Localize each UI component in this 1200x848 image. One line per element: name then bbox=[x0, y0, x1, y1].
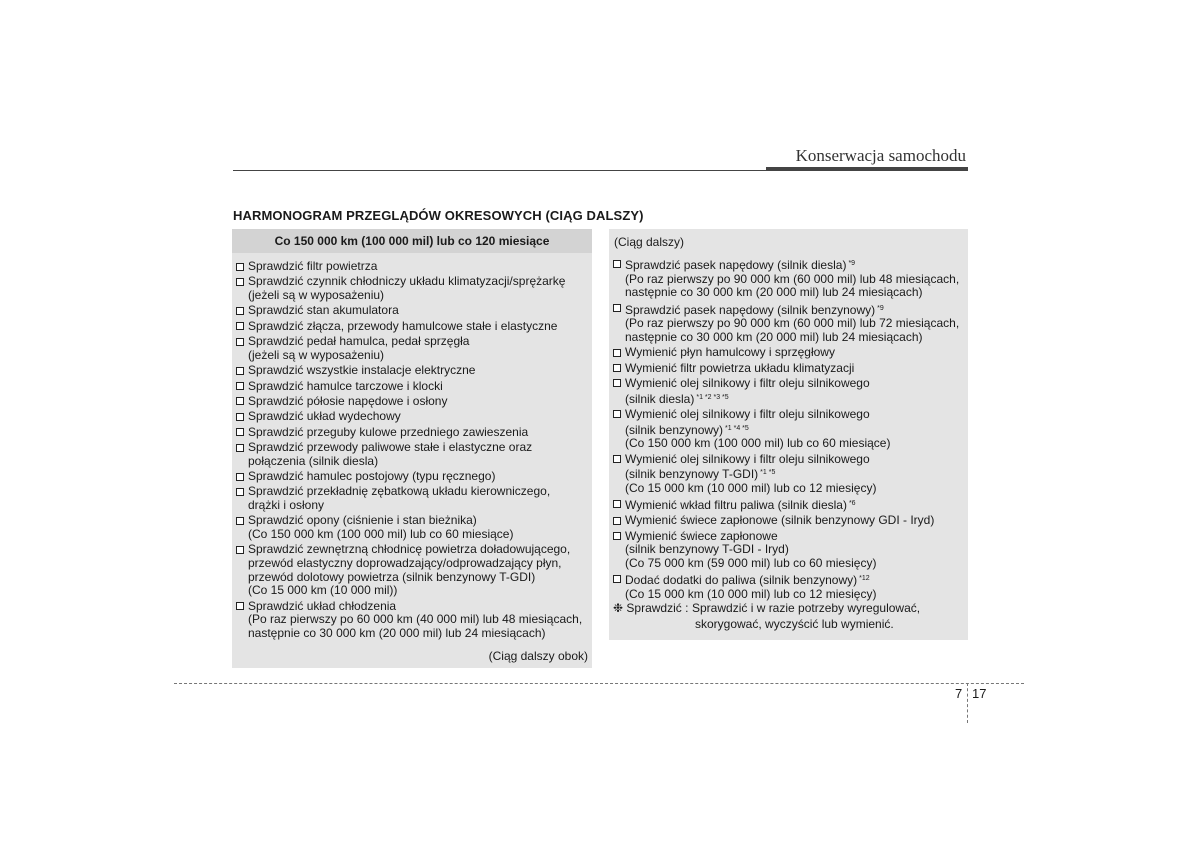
checklist-item-detail bbox=[625, 422, 964, 438]
checklist-item-detail bbox=[625, 286, 964, 300]
detail-text: (Po raz pierwszy po 90 000 km (60 000 mil) lub 72 miesiącach, bbox=[625, 316, 960, 331]
checklist-item bbox=[613, 377, 964, 406]
footnote-marker: *1 *4 *5 bbox=[725, 424, 749, 432]
detail-text: (Co 150 000 km (100 000 mil) lub co 60 miesiące) bbox=[625, 436, 891, 451]
checklist-item-label: Wymienić olej silnikowy i filtr oleju silnikowego bbox=[625, 375, 870, 390]
interval-heading: Co 150 000 km (100 000 mil) lub co 120 miesiące bbox=[232, 229, 592, 253]
checklist-item-label: Sprawdzić pasek napędowy (silnik diesla) bbox=[625, 258, 847, 272]
checklist-item-label: Sprawdzić układ chłodzenia bbox=[248, 598, 397, 613]
section-heading: HARMONOGRAM PRZEGLĄDÓW OKRESOWYCH (CIĄG DALSZY) bbox=[233, 208, 644, 223]
checklist-item bbox=[236, 395, 588, 409]
checklist-item bbox=[236, 514, 588, 541]
checklist-item-label: Wymienić płyn hamulcowy i sprzęgłowy bbox=[625, 345, 835, 360]
checkbox-icon bbox=[613, 304, 621, 312]
schedule-right-column bbox=[609, 229, 968, 640]
detail-text: następnie co 30 000 km (20 000 mil) lub 24 miesiącach) bbox=[248, 625, 546, 640]
schedule-left-column bbox=[232, 229, 592, 668]
checklist-item bbox=[613, 514, 964, 528]
checkbox-icon bbox=[236, 397, 244, 405]
checklist-item-detail bbox=[625, 391, 964, 407]
checklist-item-label: Wymienić świece zapłonowe (silnik benzynowy GDI - Iryd) bbox=[625, 513, 935, 528]
checklist-item-detail bbox=[625, 557, 964, 571]
checklist-item bbox=[613, 302, 964, 345]
checkbox-icon bbox=[236, 488, 244, 496]
checklist-item-label: Wymienić świece zapłonowe bbox=[625, 528, 778, 543]
footnote-marker: *1 *2 *3 *5 bbox=[696, 393, 729, 401]
footnote-marker: *1 *5 bbox=[760, 469, 776, 477]
checklist-item-label: Sprawdzić filtr powietrza bbox=[248, 259, 378, 273]
detail-text: następnie co 30 000 km (20 000 mil) lub 24 miesiącach) bbox=[625, 285, 923, 300]
checklist-item bbox=[236, 485, 588, 512]
checklist-item bbox=[236, 364, 588, 378]
legend-note bbox=[613, 600, 966, 632]
checkbox-icon bbox=[613, 517, 621, 525]
checkbox-icon bbox=[613, 364, 621, 372]
checklist-item-detail bbox=[248, 349, 588, 363]
checkbox-icon bbox=[236, 444, 244, 452]
legend-text-line2: skorygować, wyczyścić lub wymienić. bbox=[695, 617, 894, 631]
detail-text: połączenia (silnik diesla) bbox=[248, 453, 379, 468]
checklist-item-label: Sprawdzić przeguby kulowe przedniego zawieszenia bbox=[248, 424, 529, 439]
checklist-item-detail bbox=[625, 466, 964, 482]
checkbox-icon bbox=[613, 532, 621, 540]
checklist-item-label: Sprawdzić pasek napędowy (silnik benzynowy) bbox=[625, 302, 876, 317]
checkbox-icon bbox=[613, 455, 621, 463]
checklist-item bbox=[613, 572, 964, 601]
checkbox-icon bbox=[613, 575, 621, 583]
checklist-item-detail bbox=[625, 317, 964, 331]
checkbox-icon bbox=[236, 428, 244, 436]
checklist-item-label: Sprawdzić układ wydechowy bbox=[248, 409, 401, 424]
detail-text: (Po raz pierwszy po 90 000 km (60 000 mil) lub 48 miesiącach, bbox=[625, 271, 960, 286]
detail-text: (Co 15 000 km (10 000 mil)) bbox=[248, 583, 398, 598]
detail-text: (jeżeli są w wyposażeniu) bbox=[248, 347, 385, 362]
checklist-item-label: Sprawdzić złącza, przewody hamulcowe stałe i elastyczne bbox=[248, 318, 558, 333]
checklist-item bbox=[236, 410, 588, 424]
footnote-marker: *6 bbox=[848, 500, 856, 508]
checklist-item-label: Sprawdzić półosie napędowe i osłony bbox=[248, 393, 448, 408]
checklist-item-detail bbox=[248, 455, 588, 469]
left-checklist bbox=[232, 253, 592, 640]
checkbox-icon bbox=[236, 546, 244, 554]
checklist-item bbox=[236, 335, 588, 362]
detail-text: (Co 75 000 km (59 000 mil) lub co 60 miesięcy) bbox=[625, 556, 877, 571]
header-rule bbox=[233, 170, 766, 171]
detail-text: (Co 15 000 km (10 000 mil) lub co 12 miesięcy) bbox=[625, 587, 877, 602]
checklist-item-detail bbox=[625, 331, 964, 345]
checklist-item-detail bbox=[625, 437, 964, 451]
checklist-item-label: Sprawdzić przewody paliwowe stałe i elastyczne oraz bbox=[248, 440, 533, 455]
checklist-item-label: Sprawdzić czynnik chłodniczy układu klimatyzacji/sprężarkę bbox=[248, 274, 566, 289]
checkbox-icon bbox=[613, 349, 621, 357]
legend-label: ❉ Sprawdzić : bbox=[613, 601, 689, 615]
checklist-item-detail bbox=[248, 584, 588, 598]
checkbox-icon bbox=[236, 382, 244, 390]
chapter-number: 7 bbox=[955, 686, 963, 701]
checkbox-icon bbox=[236, 367, 244, 375]
checklist-item-detail bbox=[625, 482, 964, 496]
checklist-item-label: Sprawdzić hamulce tarczowe i klocki bbox=[248, 378, 443, 393]
checklist-item-label: Dodać dodatki do paliwa (silnik benzynowy) bbox=[625, 573, 858, 588]
checkbox-icon bbox=[613, 410, 621, 418]
checklist-item-label: Wymienić filtr powietrza układu klimatyzacji bbox=[625, 360, 855, 375]
checkbox-icon bbox=[236, 517, 244, 525]
checkbox-icon bbox=[236, 307, 244, 315]
checklist-item-detail bbox=[248, 499, 588, 513]
checkbox-icon bbox=[613, 500, 621, 508]
continued-prev-note: (Ciąg dalszy) bbox=[614, 235, 685, 249]
checkbox-icon bbox=[236, 413, 244, 421]
checklist-item-detail bbox=[248, 289, 588, 303]
checklist-item-label: Sprawdzić opony (ciśnienie i stan bieżnika) bbox=[248, 513, 477, 528]
checklist-item bbox=[236, 543, 588, 597]
checklist-item-label: Sprawdzić pedał hamulca, pedał sprzęgła bbox=[248, 334, 470, 349]
checkbox-icon bbox=[236, 322, 244, 330]
checklist-item bbox=[236, 260, 588, 274]
checklist-item-detail bbox=[248, 557, 588, 571]
detail-text: (Po raz pierwszy po 60 000 km (40 000 mil) lub 48 miesiącach, bbox=[248, 612, 583, 627]
checkbox-icon bbox=[613, 379, 621, 387]
footnote-marker: *9 bbox=[848, 260, 856, 267]
checklist-item-detail bbox=[625, 543, 964, 557]
checklist-item-label: Sprawdzić hamulec postojowy (typu ręcznego) bbox=[248, 469, 496, 484]
checkbox-icon bbox=[236, 263, 244, 271]
checklist-item bbox=[236, 380, 588, 394]
checklist-item bbox=[236, 470, 588, 484]
detail-text: (Co 15 000 km (10 000 mil) lub co 12 miesięcy) bbox=[625, 480, 877, 495]
footer-divider bbox=[967, 683, 968, 723]
right-checklist bbox=[609, 257, 968, 602]
checklist-item bbox=[613, 257, 964, 300]
checklist-item-detail bbox=[248, 613, 588, 627]
detail-text: (silnik benzynowy T-GDI) bbox=[625, 467, 759, 482]
footnote-marker: *12 bbox=[859, 575, 870, 583]
checklist-item bbox=[613, 362, 964, 376]
checklist-item bbox=[236, 426, 588, 440]
header-rule-accent bbox=[766, 167, 968, 171]
checklist-item bbox=[236, 441, 588, 468]
legend-text-line1: Sprawdzić i w razie potrzeby wyregulować, bbox=[692, 601, 921, 615]
checklist-item-label: Wymienić olej silnikowy i filtr oleju silnikowego bbox=[625, 406, 870, 421]
checkbox-icon bbox=[236, 602, 244, 610]
checklist-item bbox=[236, 600, 588, 641]
detail-text: (Co 150 000 km (100 000 mil) lub co 60 miesiące) bbox=[248, 527, 514, 542]
checklist-item-label: Sprawdzić zewnętrzną chłodnicę powietrza doładowującego, bbox=[248, 542, 571, 557]
footer-dotted-rule bbox=[174, 683, 1024, 684]
detail-text: przewód dolotowy powietrza (silnik benzynowy T-GDI) bbox=[248, 569, 536, 584]
checklist-item bbox=[613, 453, 964, 496]
checklist-item-label: Sprawdzić stan akumulatora bbox=[248, 303, 399, 318]
checklist-item bbox=[236, 275, 588, 302]
checklist-item bbox=[613, 530, 964, 571]
detail-text: drążki i osłony bbox=[248, 498, 325, 513]
page-number: 17 bbox=[972, 686, 987, 701]
checklist-item-label: Wymienić olej silnikowy i filtr oleju silnikowego bbox=[625, 451, 870, 466]
checklist-item-detail bbox=[625, 273, 964, 287]
checklist-item-detail bbox=[248, 528, 588, 542]
checkbox-icon bbox=[236, 278, 244, 286]
checklist-item-detail bbox=[248, 627, 588, 641]
checklist-item-label: Sprawdzić przekładnię zębatkową układu kierowniczego, bbox=[248, 484, 551, 499]
detail-text: (silnik diesla) bbox=[625, 391, 695, 406]
footnote-marker: *9 bbox=[877, 304, 884, 312]
checkbox-icon bbox=[613, 260, 621, 268]
chapter-title: Konserwacja samochodu bbox=[795, 146, 966, 165]
detail-text: (silnik benzynowy T-GDI - Iryd) bbox=[625, 542, 789, 557]
detail-text: (silnik benzynowy) bbox=[625, 422, 724, 437]
detail-text: następnie co 30 000 km (20 000 mil) lub 24 miesiącach) bbox=[625, 329, 923, 344]
checklist-item-label: Wymienić wkład filtru paliwa (silnik diesla) bbox=[625, 498, 847, 513]
checkbox-icon bbox=[236, 473, 244, 481]
detail-text: (jeżeli są w wyposażeniu) bbox=[248, 287, 385, 302]
checklist-item bbox=[613, 408, 964, 451]
checklist-item-label: Sprawdzić wszystkie instalacje elektryczne bbox=[248, 363, 476, 378]
checkbox-icon bbox=[236, 338, 244, 346]
checklist-item bbox=[613, 346, 964, 360]
checklist-item bbox=[613, 497, 964, 513]
detail-text: przewód elastyczny doprowadzający/odprowadzający płyn, bbox=[248, 556, 562, 571]
continued-next-note: (Ciąg dalszy obok) bbox=[488, 649, 588, 663]
checklist-item-detail bbox=[248, 571, 588, 585]
checklist-item bbox=[236, 304, 588, 318]
checklist-item bbox=[236, 320, 588, 334]
